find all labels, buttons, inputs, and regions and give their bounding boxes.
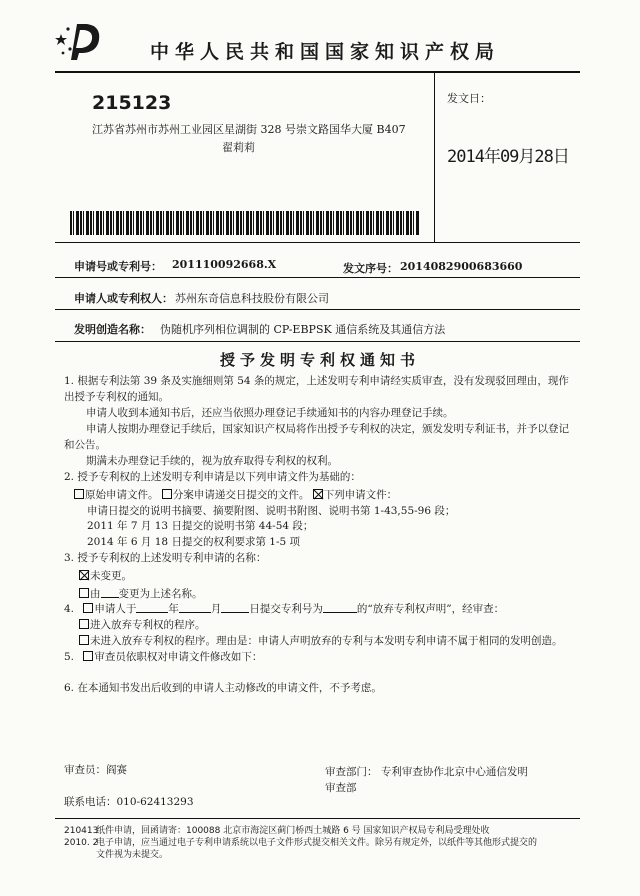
form-code: 210413 [64,826,99,836]
p2-options [74,489,397,501]
abandon-declaration-checkbox [83,603,93,613]
examiner-name: 审查员：阎赛 [64,764,127,776]
invention-title: 伪随机序列相位调制的 CP-EBPSK 通信系统及其通信方法 [160,323,446,336]
serial-number-label: 发文序号： [343,262,398,275]
contact-phone: 联系电话：010-62413293 [64,796,194,808]
p4-month: 月 [210,603,222,615]
p1-line-1: 1. 根据专利法第 39 条及实施细则第 54 条的规定，上述发明专利申请经实质审查，没有发现驳回理由，现作 [64,375,569,387]
mailing-address: 江苏省苏州市苏州工业园区星湖街 328 号崇文路国华大厦 B407 [92,123,406,136]
not-enter-abandon-label: 未进入放弃专利权的程序。理由是：申请人声明放弃的专利与本发明专利申请不属于相同的发明创造。 [90,635,563,647]
day-blank [221,602,249,613]
patent-number-blank [323,602,357,613]
old-title-blank [101,587,119,598]
p1-line-5: 和公告。 [64,439,106,451]
applicant-label: 申请人或专利权人： [74,292,173,305]
serial-number: 2014082900683660 [400,260,523,273]
dispatch-date-label: 发文日： [447,92,491,105]
p1-line-4: 申请人按期办理登记手续后，国家知识产权局将作出授予专利权的决定，颁发发明专利证书，并予以登记 [86,423,569,435]
listed-files-checkbox [313,489,323,499]
p2-detail-2: 2011 年 7 月 13 日提交的说明书第 44-54 段； [87,520,314,532]
info-rule-2 [55,309,580,310]
dispatch-date: 2014年09月28日 [447,147,569,167]
application-number: 201110092668.X [172,258,277,271]
postcode: 215123 [92,92,172,114]
invention-title-label: 发明创造名称： [74,323,151,336]
p4-applicant-text: 申请人于 [94,603,137,615]
year-blank [136,602,168,613]
examiner-amendment-label: 审查员依职权对申请文件修改如下： [94,651,263,663]
footer-rule [55,818,580,819]
enter-abandon-label: 进入放弃专利权的程序。 [90,619,206,631]
application-number-label: 申请号或专利号： [74,260,162,273]
p2-detail-1: 申请日提交的说明书摘要、摘要附图、说明书附图、说明书第 1-43,55-96 段； [87,505,456,517]
notice-title: 授予发明专利权通知书 [219,351,420,369]
title-changed-suffix: 变更为上述名称。 [118,588,203,600]
p4-line [64,602,504,615]
p4-number: 4. [64,603,75,615]
title-unchanged-checkbox [79,570,89,580]
header-rule [55,71,580,73]
divisional-files-checkbox [162,489,172,499]
enter-abandon-checkbox [79,619,89,629]
p1-line-6: 期满未办理登记手续的，视为放弃取得专利权的权利。 [86,455,338,467]
box-bottom-rule [55,242,580,243]
examination-dept-line-2: 审查部 [325,782,357,794]
not-enter-abandon-checkbox [79,635,89,645]
p4-year: 年 [168,603,179,615]
p2-detail-3: 2014 年 6 月 18 日提交的权利要求第 1-5 项 [87,536,301,548]
p4-option-not-enter [79,635,563,647]
p2-title: 2. 授予专利权的上述发明专利申请是以下列申请文件为基础的： [64,471,361,483]
barcode [70,211,420,235]
examiner-amendment-checkbox [83,651,93,661]
p3-title: 3. 授予专利权的上述发明专利申请的名称： [64,552,267,564]
issuing-authority-title: 中华人民共和国国家知识产权局 [150,41,501,63]
listed-files-label: 下列申请文件： [323,489,398,501]
p1-line-3: 申请人收到本通知书后，还应当依照办理登记手续通知书的内容办理登记手续。 [86,407,454,419]
p3-option-unchanged [79,570,132,582]
divisional-files-label: 分案申请递交日提交的文件。 [172,489,310,501]
examination-dept-line-1: 审查部门： 专利审查协作北京中心通信发明 [325,766,528,778]
sipo-logo-icon [55,20,105,62]
title-changed-checkbox [79,588,89,598]
original-files-label: 原始申请文件。 [85,489,159,501]
info-rule-3 [55,341,580,342]
p4-day: 日提交专利号为 [249,603,323,615]
p5-number: 5. [64,651,75,663]
info-rule-1 [55,277,580,278]
title-changed-prefix: 由 [90,588,101,600]
p5-line [64,651,262,663]
p4-option-enter [79,619,206,631]
original-files-checkbox [74,489,84,499]
applicant-name: 苏州东奇信息科技股份有限公司 [175,292,329,305]
box-vertical-divider [434,73,435,242]
footer-line-2: 电子申请，应当通过电子专利申请系统以电子文件形式提交相关文件。除另有规定外，以纸件等其他形式提交的 [96,838,538,848]
month-blank [179,602,211,613]
footer-line-1: 纸件申请，回函请寄：100088 北京市海淀区蓟门桥西土城路 6 号 国家知识产权局专利局受理处收 [96,826,490,836]
form-version: 2010. 2 [64,838,99,848]
footer-line-3: 文件视为未提交。 [96,850,169,860]
p4-declaration: 的“放弃专利权声明”，经审查： [356,603,505,615]
p3-option-changed [79,587,203,600]
p1-line-2: 出授予专利权的通知。 [64,391,169,403]
p6-line: 6. 在本通知书发出后收到的申请人主动修改的申请文件，不予考虑。 [64,682,382,694]
title-unchanged-label: 未变更。 [90,570,132,582]
recipient-name: 翟莉莉 [222,141,255,154]
